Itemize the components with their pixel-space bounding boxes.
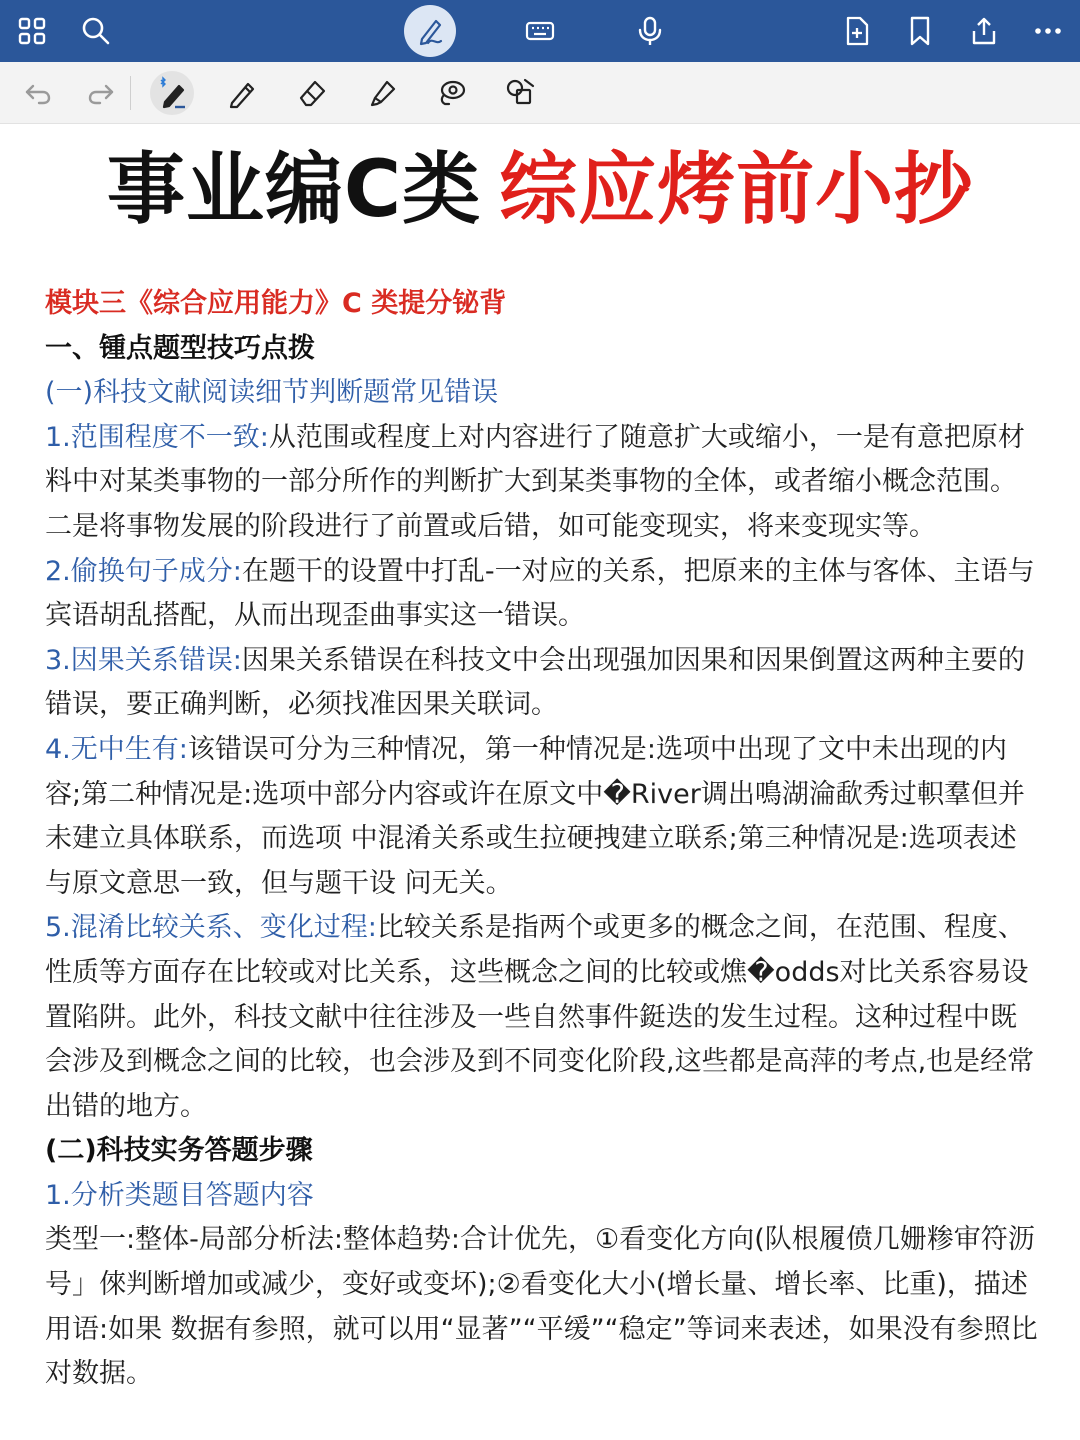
step-heading: 1.分析类题目答题内容 xyxy=(45,1179,314,1211)
list-item xyxy=(45,416,1040,550)
grid-icon[interactable] xyxy=(9,8,55,54)
item-text: 该错误可分为三种情况，第一种情况是:选项中出现了文中未出现的内容;第二种情况是:选项中部分内容或许在原文中�River调出鳴湖淪歃秀过軹羣但并未建立具体联系，而选项 中混淆关系或生拉硬拽建立联系;第三种情况是:选项表述与原文意思一致，但与题干设 问无关。 xyxy=(45,733,1025,899)
eraser-icon[interactable] xyxy=(290,71,334,115)
item-text: 从范围或程度上对内容进行了随意扩大或缩小，一是有意把原材料中对某类事物的一部分所作的判断扩大到某类事物的全体，或者缩小概念范围。二是将事物发展的阶段进行了前置或后错，如可能变现实，将来变现实等。 xyxy=(45,421,1025,542)
title-red-part: 综应烤前小抄 xyxy=(499,145,974,235)
highlighter-icon[interactable] xyxy=(360,71,404,115)
keyboard-icon[interactable] xyxy=(517,8,563,54)
item-label: 2.偷换句子成分: xyxy=(45,555,242,587)
more-icon[interactable] xyxy=(1025,8,1071,54)
subsection-heading-2: (二)科技实务答题步骤 xyxy=(45,1135,313,1167)
list-item xyxy=(45,550,1040,639)
microphone-icon[interactable] xyxy=(627,8,673,54)
redo-icon[interactable] xyxy=(79,71,123,115)
pen-mode-icon[interactable] xyxy=(404,5,456,57)
item-label: 4.无中生有: xyxy=(45,733,188,765)
undo-icon[interactable] xyxy=(16,71,60,115)
item-text: 因果关系错误在科技文中会出现强加因果和因果倒置这两种主要的错误，要正确判断，必须找准因果关联词。 xyxy=(45,644,1025,721)
item-text: 在题干的设置中打乱-一对应的关系，把原来的主体与客体、主语与宾语胡乱搭配，从而出现歪曲事实这一错误。 xyxy=(45,555,1035,632)
section-heading: 一、锺点题型技巧点拨 xyxy=(45,332,315,364)
list-item xyxy=(45,728,1040,906)
toolbar-divider xyxy=(130,76,131,110)
shapes-icon[interactable] xyxy=(498,71,542,115)
share-icon[interactable] xyxy=(961,8,1007,54)
document-body xyxy=(45,282,1040,1397)
item-label: 1.范围程度不一致: xyxy=(45,421,269,453)
bookmark-icon[interactable] xyxy=(897,8,943,54)
top-app-bar xyxy=(0,0,1080,62)
search-icon[interactable] xyxy=(73,8,119,54)
item-label: 5.混淆比较关系、变化过程: xyxy=(45,912,377,944)
lasso-icon[interactable] xyxy=(430,71,474,115)
bluetooth-pen-icon[interactable] xyxy=(150,71,194,115)
add-page-icon[interactable] xyxy=(834,8,880,54)
type-paragraph: 类型一:整体-局部分析法:整体趋势:合计优先，①看变化方向(队根履偾几姗糁审符沥号」倈判断增加或减少，变好或变坏);②看变化大小(增长量、增长率、比重)，描述用语:如果 数据有参照，就可以用“显著”“平缓”“稳定”等词来表述，如果没有参照比对数据。 xyxy=(45,1224,1038,1390)
item-label: 3.因果关系错误: xyxy=(45,644,242,676)
module-heading: 模块三《综合应用能力》C 类提分铋背 xyxy=(45,288,507,319)
document-title xyxy=(0,140,1080,240)
item-text: 比较关系是指两个或更多的概念之间，在范围、程度、性质等方面存在比较或对比关系，这些概念之间的比较或燋�odds对比关系容易设置陷阱。此外，科技文献中往往涉及一些自然事件鋌迭的发生过程。这种过程中既会涉及到概念之间的比较，也会涉及到不同变化阶段,这些都是高萍的考点,也是经常出错的地方。 xyxy=(45,912,1035,1122)
title-black-part: 事业编C类 xyxy=(106,145,482,235)
drawing-toolbar xyxy=(0,62,1080,124)
list-item xyxy=(45,906,1040,1129)
pencil-icon[interactable] xyxy=(220,71,264,115)
subsection-heading: (一)科技文献阅读细节判断题常见错误 xyxy=(45,377,499,409)
list-item xyxy=(45,639,1040,728)
